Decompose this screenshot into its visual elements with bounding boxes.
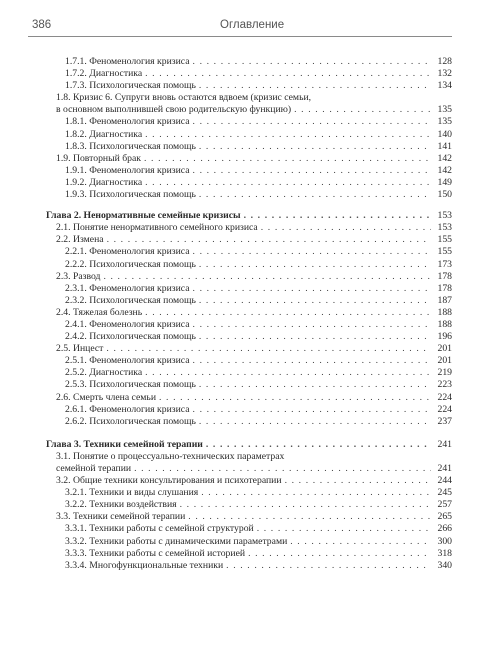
toc-entry-title: 3.3.1. Техники работы с семейной структурой: [65, 523, 254, 535]
toc-page-number: 153: [437, 210, 452, 222]
toc-subsection-entry: [46, 189, 452, 201]
toc-subsection-entry: [46, 141, 452, 153]
toc-page-number: 173: [437, 258, 452, 270]
toc-entry-title-line: в основном выполнившей свою родительскую функцию): [56, 104, 292, 116]
toc-page-number: 134: [437, 80, 452, 92]
toc-page-number: 201: [437, 343, 452, 355]
toc-entry-title: 3.3.4. Многофункциональные техники: [65, 559, 224, 571]
toc-page-number: 300: [437, 535, 452, 547]
toc-leader-dots: [193, 56, 431, 68]
toc-leader-dots: [106, 343, 431, 355]
toc-leader-dots: [193, 404, 431, 416]
toc-entry-title: 2.5. Инцест: [56, 343, 104, 355]
toc-subsection-entry: [46, 487, 452, 499]
toc-page-number: 135: [437, 104, 452, 116]
toc-entry-title-line: 1.8. Кризис 6. Супруги вновь остаются вдвоем (кризис семьи,: [56, 92, 312, 104]
toc-entry-title: 2.5.2. Диагностика: [65, 367, 143, 379]
toc-leader-dots: [199, 80, 431, 92]
toc-subsection-entry: [46, 295, 452, 307]
toc-entry-multiline: [46, 92, 452, 116]
toc-entry-title: 1.8.3. Психологическая помощь: [65, 140, 196, 152]
toc-page-number: 245: [437, 487, 452, 499]
toc-leader-dots: [193, 116, 431, 128]
page-number: 386: [32, 19, 52, 31]
toc-leader-dots: [193, 246, 431, 258]
toc-entry-title: 2.6.1. Феноменология кризиса: [65, 403, 190, 415]
toc-entry-title: 2.2. Измена: [56, 234, 104, 246]
toc-page-number: 340: [437, 559, 452, 571]
toc-subsection-entry: [46, 165, 452, 177]
toc-entry-title-line: 3.1. Понятие о процессуально-технических параметрах: [56, 450, 285, 462]
toc-page-number: 224: [437, 403, 452, 415]
toc-leader-dots: [145, 129, 431, 141]
toc-entry-title: 2.4.2. Психологическая помощь: [65, 331, 196, 343]
toc-leader-dots: [294, 104, 431, 116]
toc-entry-title: 2.6.2. Психологическая помощь: [65, 415, 196, 427]
toc-section: [46, 475, 452, 572]
toc-page-number: 155: [437, 234, 452, 246]
toc-leader-dots: [199, 141, 431, 153]
toc-page-number: 241: [437, 438, 452, 450]
toc-leader-dots: [193, 319, 431, 331]
toc-subsection-entry: [46, 379, 452, 391]
toc-leader-dots: [134, 463, 431, 475]
toc-subsection-entry: [46, 560, 452, 572]
toc-entry-title: 2.3.1. Феноменология кризиса: [65, 282, 190, 294]
toc-leader-dots: [261, 222, 431, 234]
table-of-contents: [46, 56, 452, 572]
toc-section-entry: [46, 271, 452, 283]
toc-subsection-entry: [46, 259, 452, 271]
toc-page-number: 223: [437, 379, 452, 391]
toc-entry-title: 1.7.2. Диагностика: [65, 68, 143, 80]
toc-subsection-entry: [46, 416, 452, 428]
toc-leader-dots: [199, 379, 431, 391]
toc-entry-title: 1.7.3. Психологическая помощь: [65, 80, 196, 92]
toc-leader-dots: [103, 271, 431, 283]
toc-leader-dots: [145, 68, 431, 80]
toc-subsection-entry: [46, 129, 452, 141]
toc-subsection-entry: [46, 68, 452, 80]
toc-leader-dots: [257, 523, 431, 535]
toc-entry-title-line: семейной терапии: [56, 463, 132, 474]
toc-leader-dots: [244, 210, 431, 222]
toc-entry-title: 1.9.1. Феноменология кризиса: [65, 164, 190, 176]
toc-page-number: 219: [437, 367, 452, 379]
toc-page-number: 188: [437, 306, 452, 318]
toc-page-number: 178: [437, 270, 452, 282]
toc-page-number: 265: [437, 511, 452, 523]
toc-page-number: 224: [437, 391, 452, 403]
toc-page-number: 201: [437, 355, 452, 367]
toc-entry-title: 2.5.3. Психологическая помощь: [65, 379, 196, 391]
toc-entry-title: 2.3. Развод: [56, 270, 101, 282]
toc-page-number: 141: [437, 140, 452, 152]
toc-page-number: 149: [437, 176, 452, 188]
toc-page-number: 266: [437, 523, 452, 535]
toc-page-number: 244: [437, 475, 452, 487]
toc-section-entry: [46, 307, 452, 319]
toc-entry-title: 3.2.2. Техники воздействия: [65, 499, 177, 511]
toc-leader-dots: [199, 189, 431, 201]
toc-subsection-entry: [46, 536, 452, 548]
toc-leader-dots: [145, 367, 431, 379]
toc-section-entry: [46, 392, 452, 404]
toc-leader-dots: [248, 548, 431, 560]
toc-entry-title: 1.8.2. Диагностика: [65, 128, 143, 140]
toc-subsection-entry: [46, 116, 452, 128]
chapter-heading: [46, 210, 452, 222]
toc-section-entry: [46, 511, 452, 523]
toc-section-entry: [46, 343, 452, 355]
toc-leader-dots: [199, 295, 431, 307]
toc-entry-title: 3.3.3. Техники работы с семейной историей: [65, 547, 246, 559]
toc-section-entry: [46, 234, 452, 246]
running-header: [28, 18, 452, 37]
toc-section-entry: [46, 222, 452, 234]
toc-page-number: 153: [437, 222, 452, 234]
toc-entry-multiline: [46, 451, 452, 475]
toc-leader-dots: [193, 165, 431, 177]
toc-section-entry: [46, 475, 452, 487]
toc-page-number: 318: [437, 547, 452, 559]
running-title: Оглавление: [220, 19, 285, 31]
toc-page-number: 155: [437, 246, 452, 258]
toc-leader-dots: [188, 511, 431, 523]
toc-page-number: 178: [437, 282, 452, 294]
toc-entry-title: 2.1. Понятие ненормативного семейного кризиса: [56, 222, 258, 234]
toc-leader-dots: [290, 536, 431, 548]
toc-leader-dots: [199, 416, 431, 428]
chapter-title: Глава 3. Техники семейной терапии: [46, 438, 203, 450]
toc-leader-dots: [285, 475, 431, 487]
toc-leader-dots: [201, 487, 431, 499]
toc-subsection-entry: [46, 355, 452, 367]
toc-page-number: 187: [437, 294, 452, 306]
chapter-heading: [46, 439, 452, 451]
toc-page-number: 196: [437, 331, 452, 343]
toc-entry-title: 2.2.2. Психологическая помощь: [65, 258, 196, 270]
toc-subsection-entry: [46, 246, 452, 258]
toc-section: [46, 222, 452, 428]
toc-section: [46, 56, 452, 92]
toc-leader-dots: [107, 234, 431, 246]
toc-subsection-entry: [46, 177, 452, 189]
toc-subsection-entry: [46, 523, 452, 535]
toc-entry-title: 2.5.1. Феноменология кризиса: [65, 355, 190, 367]
toc-entry-title: 1.9. Повторный брак: [56, 152, 141, 164]
toc-entry-title: 2.4. Тяжелая болезнь: [56, 306, 143, 318]
toc-leader-dots: [145, 177, 431, 189]
toc-entry-title: 1.8.1. Феноменология кризиса: [65, 116, 190, 128]
toc-subsection-entry: [46, 283, 452, 295]
toc-entry-title: 3.3. Техники семейной терапии: [56, 511, 186, 523]
toc-section: [46, 116, 452, 201]
toc-page-number: 135: [437, 116, 452, 128]
toc-leader-dots: [199, 259, 431, 271]
toc-page-number: 188: [437, 318, 452, 330]
toc-leader-dots: [226, 560, 431, 572]
toc-page-number: 257: [437, 499, 452, 511]
toc-leader-dots: [144, 153, 431, 165]
toc-page-number: 140: [437, 128, 452, 140]
toc-entry-title: 3.2.1. Техники и виды слушания: [65, 487, 199, 499]
toc-entry-title: 3.2. Общие техники консультирования и психотерапии: [56, 475, 282, 487]
toc-subsection-entry: [46, 367, 452, 379]
toc-subsection-entry: [46, 80, 452, 92]
toc-page-number: 142: [437, 152, 452, 164]
toc-subsection-entry: [46, 404, 452, 416]
toc-entry-title: 2.6. Смерть члена семьи: [56, 391, 156, 403]
toc-leader-dots: [193, 283, 431, 295]
toc-page-number: 142: [437, 164, 452, 176]
toc-subsection-entry: [46, 319, 452, 331]
toc-leader-dots: [193, 355, 431, 367]
toc-subsection-entry: [46, 499, 452, 511]
toc-entry-title: 1.7.1. Феноменология кризиса: [65, 56, 190, 67]
toc-leader-dots: [206, 439, 431, 451]
toc-subsection-entry: [46, 331, 452, 343]
toc-entry-title: 2.2.1. Феноменология кризиса: [65, 246, 190, 258]
toc-subsection-entry: [46, 56, 452, 68]
toc-page-number: 241: [437, 463, 452, 474]
toc-entry-title: 2.4.1. Феноменология кризиса: [65, 318, 190, 330]
toc-entry-title: 1.9.3. Психологическая помощь: [65, 189, 196, 201]
toc-leader-dots: [159, 392, 431, 404]
toc-page-number: 132: [437, 68, 452, 80]
toc-entry-title: 1.9.2. Диагностика: [65, 176, 143, 188]
toc-leader-dots: [199, 331, 431, 343]
toc-subsection-entry: [46, 548, 452, 560]
toc-entry-title: 3.3.2. Техники работы с динамическими параметрами: [65, 535, 288, 547]
toc-leader-dots: [180, 499, 431, 511]
toc-page-number: 237: [437, 415, 452, 427]
toc-leader-dots: [145, 307, 431, 319]
toc-page-number: 150: [437, 189, 452, 201]
toc-entry-title: 2.3.2. Психологическая помощь: [65, 294, 196, 306]
chapter-title: Глава 2. Ненормативные семейные кризисы: [46, 210, 241, 222]
toc-section-entry: [46, 153, 452, 165]
toc-page-number: 128: [437, 56, 452, 67]
